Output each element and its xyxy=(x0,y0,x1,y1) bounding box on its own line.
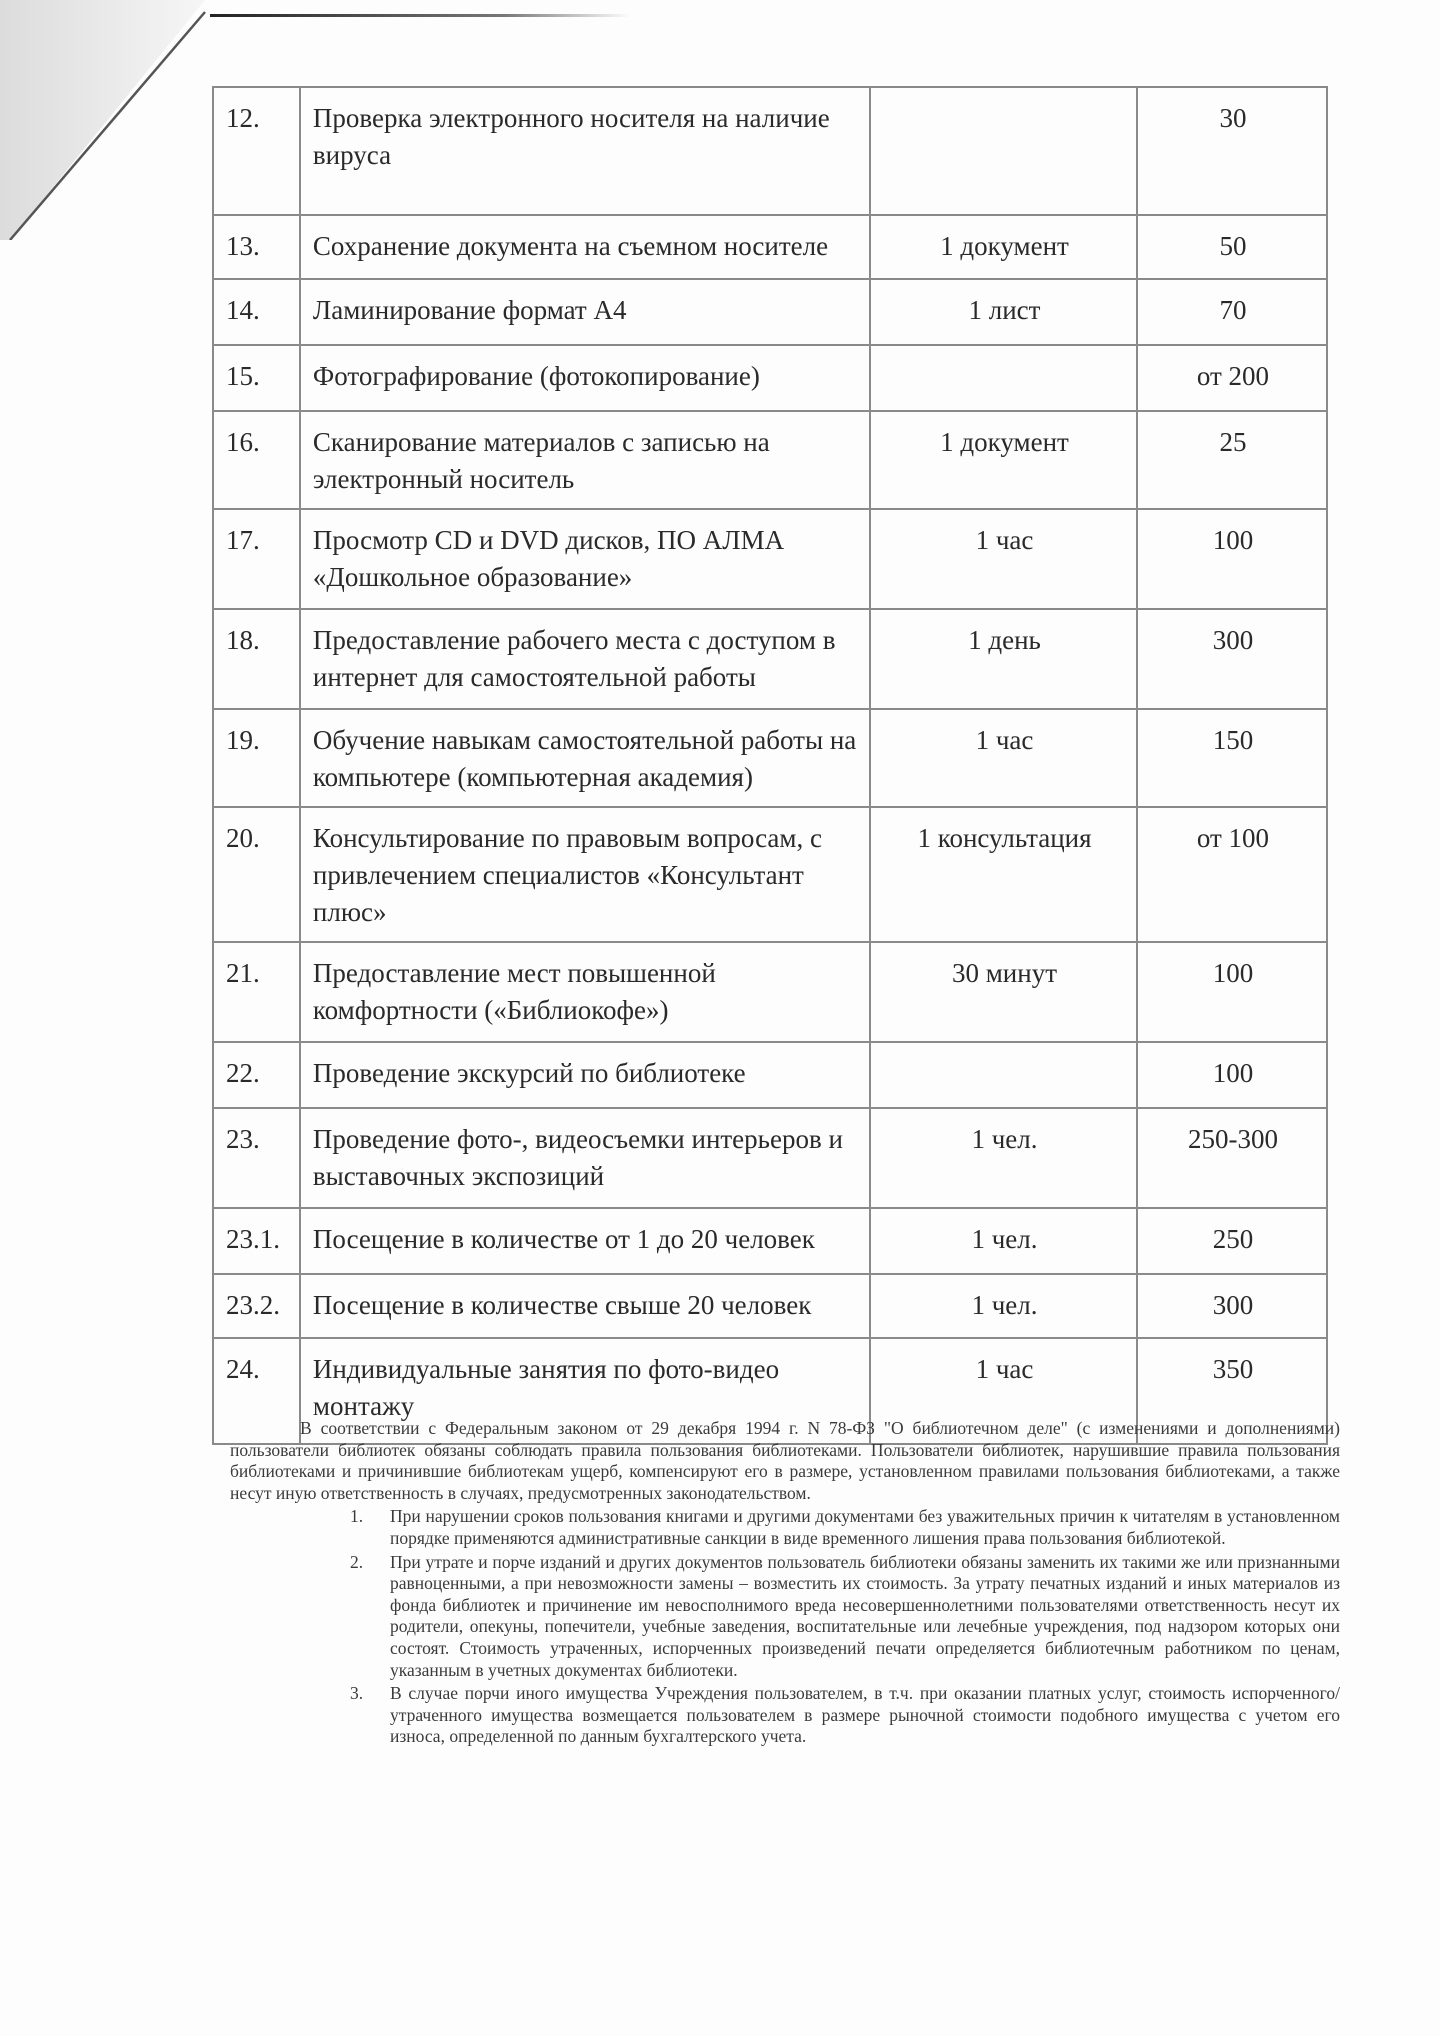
unit-of-measure xyxy=(870,345,1137,411)
service-name: Проведение фото-, видеосъемки интерьеров и выставочных экспозиций xyxy=(300,1108,870,1208)
notes-item-number: 1. xyxy=(350,1506,364,1527)
price-value: 300 xyxy=(1137,1274,1327,1338)
table-row xyxy=(213,215,1327,279)
unit-of-measure: 1 час xyxy=(870,509,1137,609)
service-name: Обучение навыкам самостоятельной работы на компьютере (компьютерная академия) xyxy=(300,709,870,807)
notes-item-number: 3. xyxy=(350,1683,364,1704)
price-value: 70 xyxy=(1137,279,1327,345)
notes-item-number: 2. xyxy=(350,1551,364,1572)
unit-of-measure: 1 чел. xyxy=(870,1108,1137,1208)
service-name: Предоставление рабочего места с доступом в интернет для самостоятельной работы xyxy=(300,609,870,709)
row-number: 14. xyxy=(213,279,300,345)
notes-intro: В соответствии с Федеральным законом от 29 декабря 1994 г. N 78-ФЗ "О библиотечном деле" (с изменениями и дополнениями) пользователи библиотек обязаны соблюдать правила пользования библиотеками. Пользователи библиотек, нарушившие правила пользования библиотеками и причинившие библиотекам ущерб, компенсируют его в размере, установленном правилами пользования библиотеками, а также несут иную ответственность в случаях, предусмотренных законодательством. xyxy=(230,1418,1340,1503)
notes-item-text: В случае порчи иного имущества Учреждения пользователем, в т.ч. при оказании платных услуг, стоимость испорченного/утраченного имущества возмещается пользователем в размере рыночной стоимости подобного имущества с учетом его износа, определенной по данным бухгалтерского учета. xyxy=(390,1683,1340,1747)
price-value: 100 xyxy=(1137,509,1327,609)
price-value: 350 xyxy=(1137,1338,1327,1444)
price-value: 100 xyxy=(1137,942,1327,1042)
row-number: 24. xyxy=(213,1338,300,1444)
table-row xyxy=(213,807,1327,942)
service-name: Просмотр CD и DVD дисков, ПО АЛМА «Дошкольное образование» xyxy=(300,509,870,609)
price-value: 25 xyxy=(1137,411,1327,509)
unit-of-measure: 1 час xyxy=(870,1338,1137,1444)
service-name: Консультирование по правовым вопросам, с привлечением специалистов «Консультант плюс» xyxy=(300,807,870,942)
row-number: 16. xyxy=(213,411,300,509)
service-name: Посещение в количестве свыше 20 человек xyxy=(300,1274,870,1338)
table-row xyxy=(213,1042,1327,1108)
price-list-table xyxy=(212,86,1328,1445)
price-value: 150 xyxy=(1137,709,1327,807)
price-value: от 100 xyxy=(1137,807,1327,942)
notes-item-text: При утрате и порче изданий и других документов пользователь библиотеки обязаны заменить их такими же или признанными равноценными, а при невозможности замены – возместить их стоимость. За утрату печатных изданий и иных материалов из фонда библиотек и причинение им невосполнимого вреда несовершеннолетними пользователями ответственность несут их родители, опекуны, попечители, учебные заведения, воспитательные или лечебные учреждения, под надзором которых они состоят. Стоимость утраченных, испорченных произведений печати определяется библиотечным работником по ценам, указанным в учетных документах библиотеки. xyxy=(390,1551,1340,1680)
row-number: 23.1. xyxy=(213,1208,300,1274)
row-number: 12. xyxy=(213,87,300,215)
price-value: 100 xyxy=(1137,1042,1327,1108)
row-number: 20. xyxy=(213,807,300,942)
table-row xyxy=(213,1274,1327,1338)
unit-of-measure: 30 минут xyxy=(870,942,1137,1042)
service-name: Посещение в количестве от 1 до 20 человек xyxy=(300,1208,870,1274)
row-number: 18. xyxy=(213,609,300,709)
notes-list xyxy=(230,1506,1340,1748)
service-name: Индивидуальные занятия по фото-видео монтажу xyxy=(300,1338,870,1444)
notes-item-text: При нарушении сроков пользования книгами и другими документами без уважительных причин к читателям в установленном порядке применяются административные санкции в виде временного лишения права пользования библиотекой. xyxy=(390,1506,1340,1548)
unit-of-measure: 1 чел. xyxy=(870,1274,1137,1338)
table-row xyxy=(213,1208,1327,1274)
service-name: Проверка электронного носителя на наличие вируса xyxy=(300,87,870,215)
row-number: 23. xyxy=(213,1108,300,1208)
table-row xyxy=(213,411,1327,509)
table-row xyxy=(213,709,1327,807)
table-row xyxy=(213,345,1327,411)
service-name: Проведение экскурсий по библиотеке xyxy=(300,1042,870,1108)
notes-item xyxy=(230,1506,1340,1549)
price-value: 250 xyxy=(1137,1208,1327,1274)
row-number: 23.2. xyxy=(213,1274,300,1338)
row-number: 17. xyxy=(213,509,300,609)
row-number: 13. xyxy=(213,215,300,279)
unit-of-measure: 1 консультация xyxy=(870,807,1137,942)
unit-of-measure: 1 чел. xyxy=(870,1208,1137,1274)
price-value: 300 xyxy=(1137,609,1327,709)
unit-of-measure: 1 день xyxy=(870,609,1137,709)
service-name: Предоставление мест повышенной комфортности («Библиокофе») xyxy=(300,942,870,1042)
table-row xyxy=(213,509,1327,609)
service-name: Сохранение документа на съемном носителе xyxy=(300,215,870,279)
table-row xyxy=(213,1108,1327,1208)
price-value: 50 xyxy=(1137,215,1327,279)
unit-of-measure xyxy=(870,1042,1137,1108)
notes-item xyxy=(230,1552,1340,1682)
service-name: Ламинирование формат А4 xyxy=(300,279,870,345)
table-row xyxy=(213,87,1327,215)
unit-of-measure xyxy=(870,87,1137,215)
unit-of-measure: 1 лист xyxy=(870,279,1137,345)
row-number: 19. xyxy=(213,709,300,807)
price-value: 250-300 xyxy=(1137,1108,1327,1208)
price-value: 30 xyxy=(1137,87,1327,215)
row-number: 21. xyxy=(213,942,300,1042)
row-number: 15. xyxy=(213,345,300,411)
table-row xyxy=(213,942,1327,1042)
service-name: Сканирование материалов с записью на электронный носитель xyxy=(300,411,870,509)
service-name: Фотографирование (фотокопирование) xyxy=(300,345,870,411)
liability-notes xyxy=(230,1418,1340,1750)
scan-top-edge xyxy=(210,14,630,17)
unit-of-measure: 1 документ xyxy=(870,411,1137,509)
unit-of-measure: 1 час xyxy=(870,709,1137,807)
table-row xyxy=(213,609,1327,709)
row-number: 22. xyxy=(213,1042,300,1108)
unit-of-measure: 1 документ xyxy=(870,215,1137,279)
table-row xyxy=(213,279,1327,345)
price-value: от 200 xyxy=(1137,345,1327,411)
notes-item xyxy=(230,1683,1340,1748)
